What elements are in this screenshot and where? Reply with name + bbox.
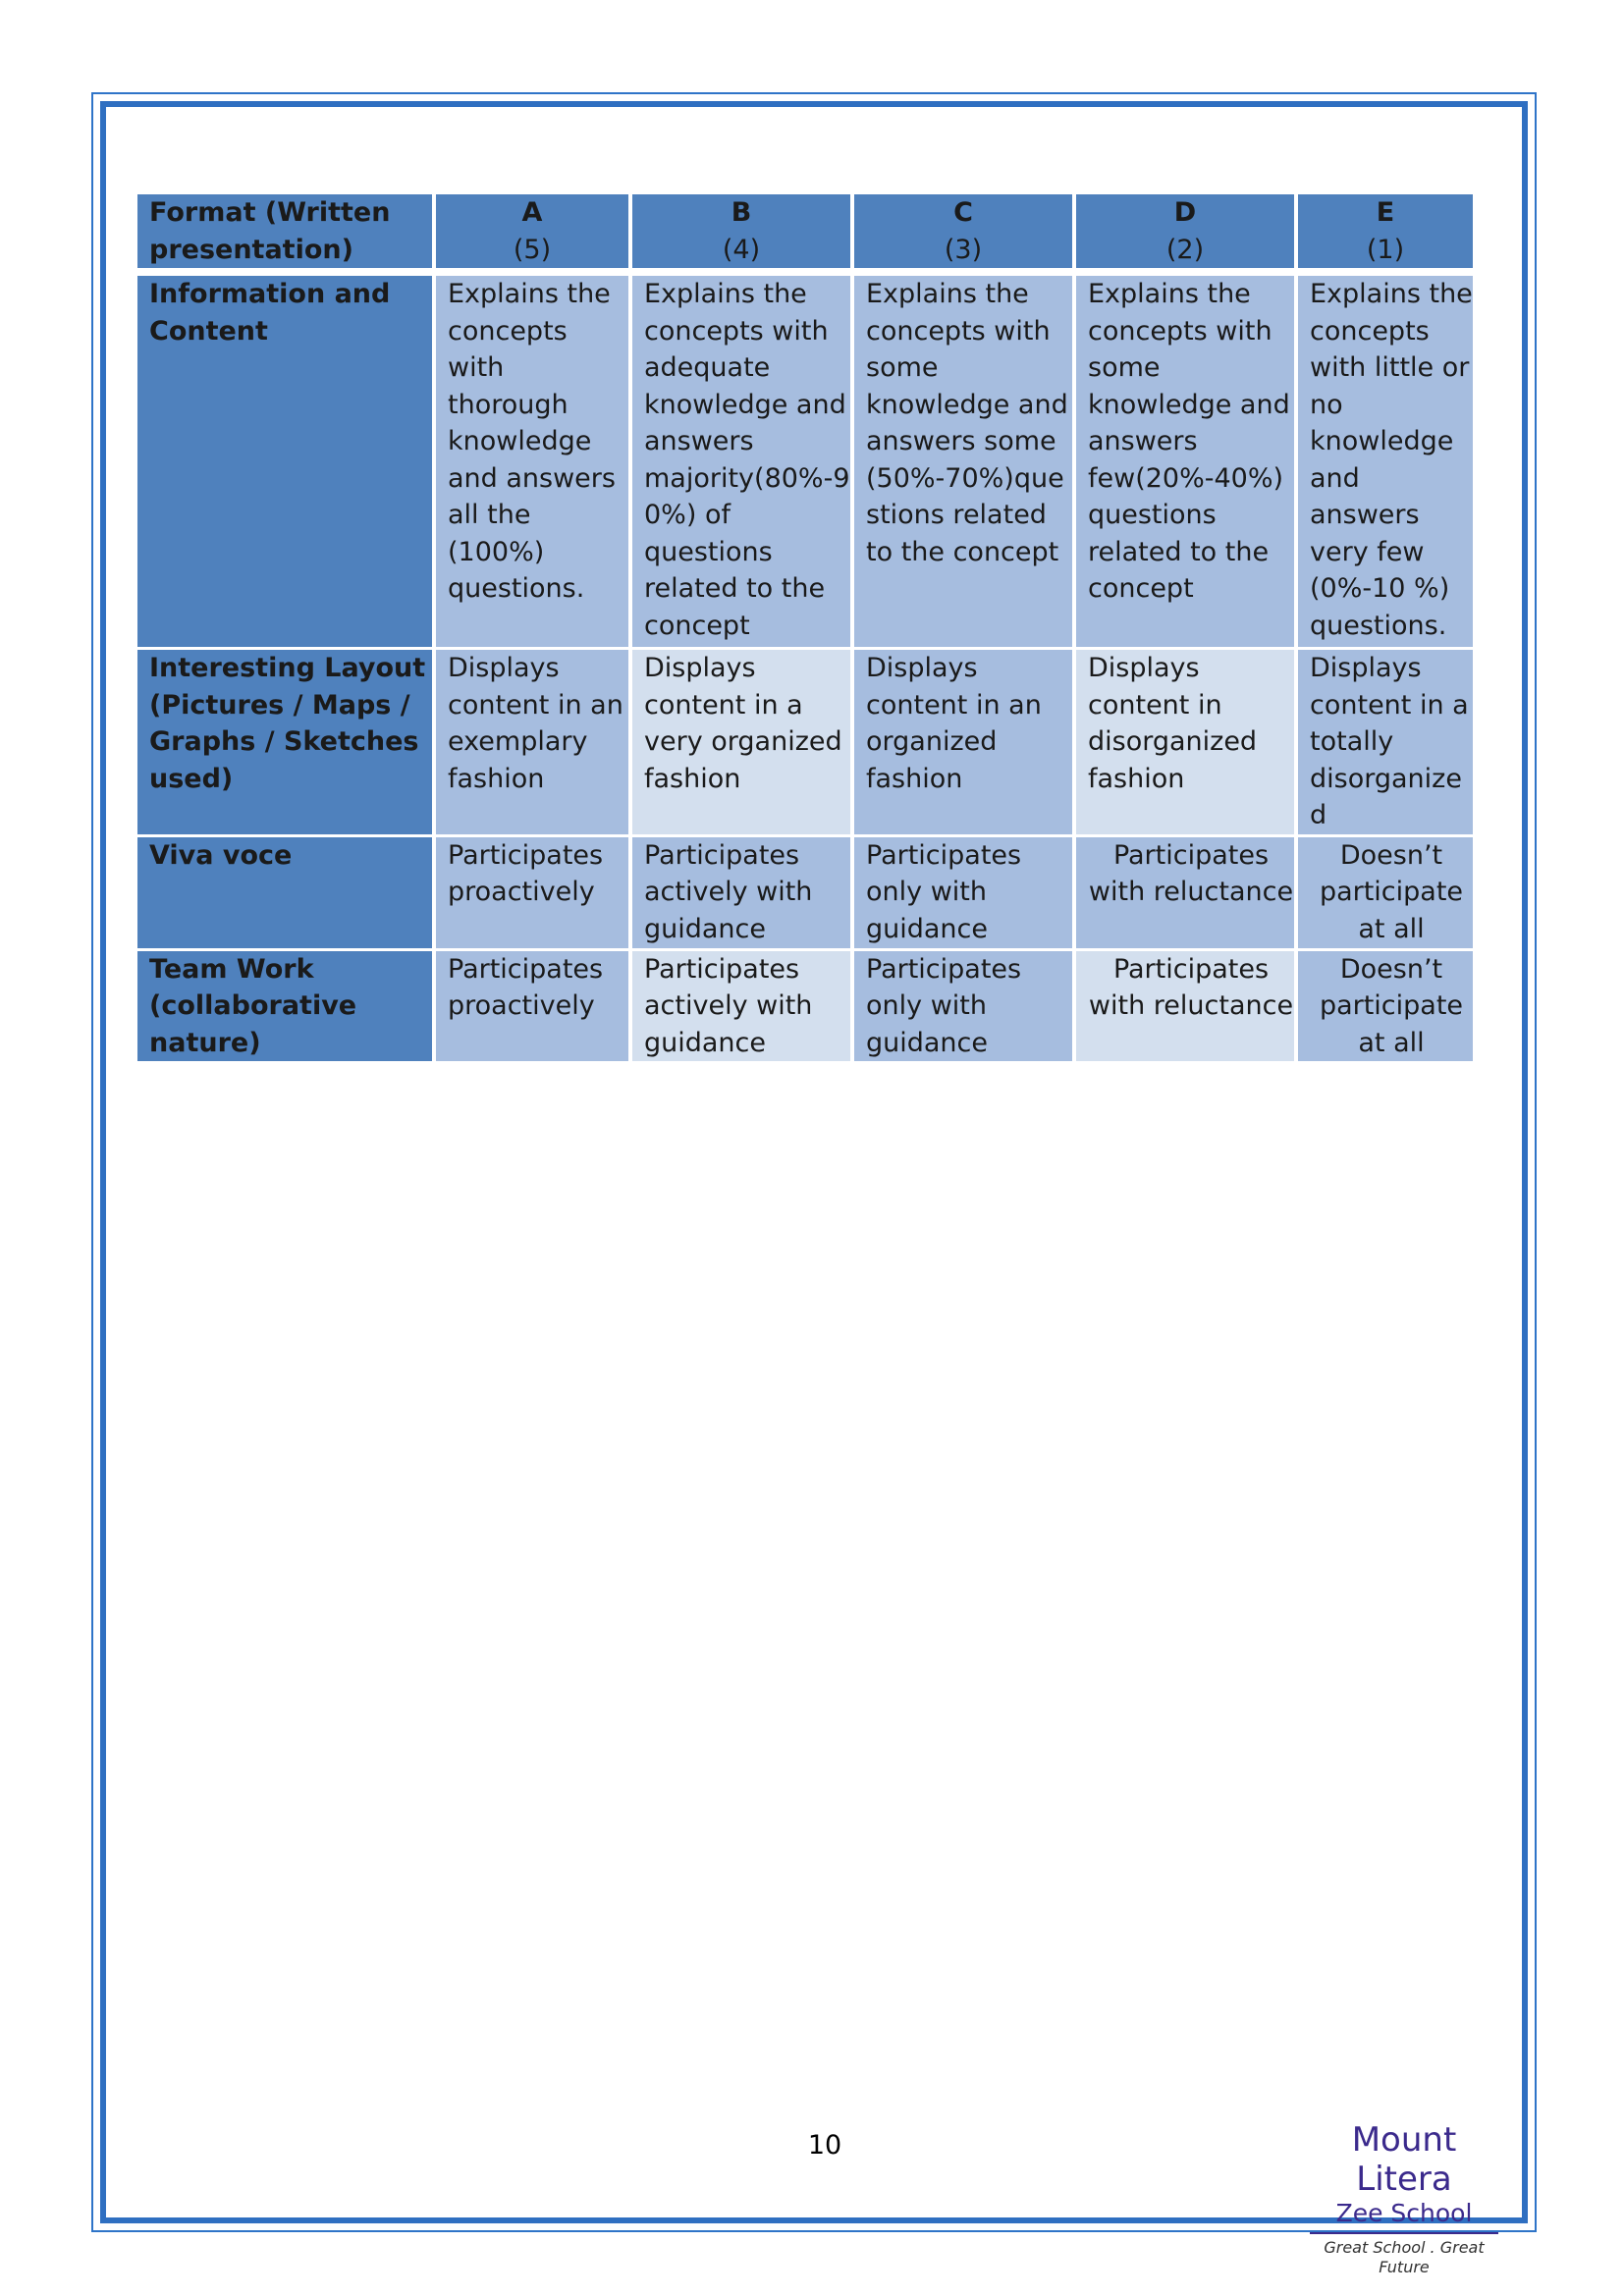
header-format: Format (Written presentation) [137,194,432,276]
grade-points: (1) [1366,234,1405,265]
grade-letter: A [521,197,543,228]
rubric-cell: Participates actively with guidance [632,948,850,1062]
rubric-cell: Displays content in an exemplary fashion [436,647,628,834]
school-logo [1306,2120,1502,2277]
grade-points: (5) [513,234,552,265]
rubric-cell: Participates only with guidance [854,834,1072,948]
rubric-cell: Doesn’t participate at all [1298,834,1473,948]
rubric-cell: Participates only with guidance [854,948,1072,1062]
table-row-viva-voce [137,834,1473,948]
rubric-cell: Displays content in a totally disorganized [1298,647,1473,834]
rubric-cell: Displays content in disorganized fashion [1076,647,1294,834]
criterion-viva-voce: Viva voce [137,834,432,948]
table-row-team-work [137,948,1473,1062]
header-grade-b [632,194,850,276]
table-row-information-content [137,276,1473,647]
rubric-cell: Explains the concepts with thorough knowledge and answers all the (100%) questions. [436,276,628,647]
grade-letter: B [731,197,752,228]
rubric-cell: Participates proactively [436,948,628,1062]
criterion-information-content: Information and Content [137,276,432,647]
grade-letter: E [1376,197,1395,228]
rubric-cell: Participates with reluctance [1076,948,1294,1062]
logo-tagline: Great School . Great Future [1324,2238,1485,2276]
logo-name: Mount Litera [1351,2120,1457,2199]
grade-points: (4) [722,234,761,265]
logo-divider [1310,2232,1498,2234]
criterion-team-work: Team Work (collaborative nature) [137,948,432,1062]
rubric-cell: Displays content in a very organized fashion [632,647,850,834]
rubric-cell: Explains the concepts with some knowledge and answers some (50%-70%)questions related to the concept [854,276,1072,647]
table-row-interesting-layout [137,647,1473,834]
rubric-cell: Participates with reluctance [1076,834,1294,948]
assessment-rubric-table [134,194,1477,1061]
rubric-cell: Explains the concepts with little or no knowledge and answers very few (0%-10 %) questions. [1298,276,1473,647]
criterion-interesting-layout: Interesting Layout (Pictures / Maps / Graphs / Sketches used) [137,647,432,834]
grade-letter: D [1173,197,1197,228]
rubric-cell: Participates proactively [436,834,628,948]
grade-points: (2) [1165,234,1205,265]
grade-points: (3) [944,234,983,265]
logo-subname: Zee School [1335,2199,1473,2227]
rubric-cell: Explains the concepts with some knowledge and answers few(20%-40%)questions related to the concept [1076,276,1294,647]
page-number: 10 [807,2130,842,2161]
rubric-cell: Explains the concepts with adequate knowledge and answers majority(80%-90%) of questions related to the concept [632,276,850,647]
rubric-cell: Participates actively with guidance [632,834,850,948]
grade-letter: C [953,197,973,228]
header-grade-d [1076,194,1294,276]
header-grade-e [1298,194,1473,276]
header-grade-c [854,194,1072,276]
header-row [137,194,1473,276]
rubric-cell: Displays content in an organized fashion [854,647,1072,834]
rubric-cell: Doesn’t participate at all [1298,948,1473,1062]
header-grade-a [436,194,628,276]
